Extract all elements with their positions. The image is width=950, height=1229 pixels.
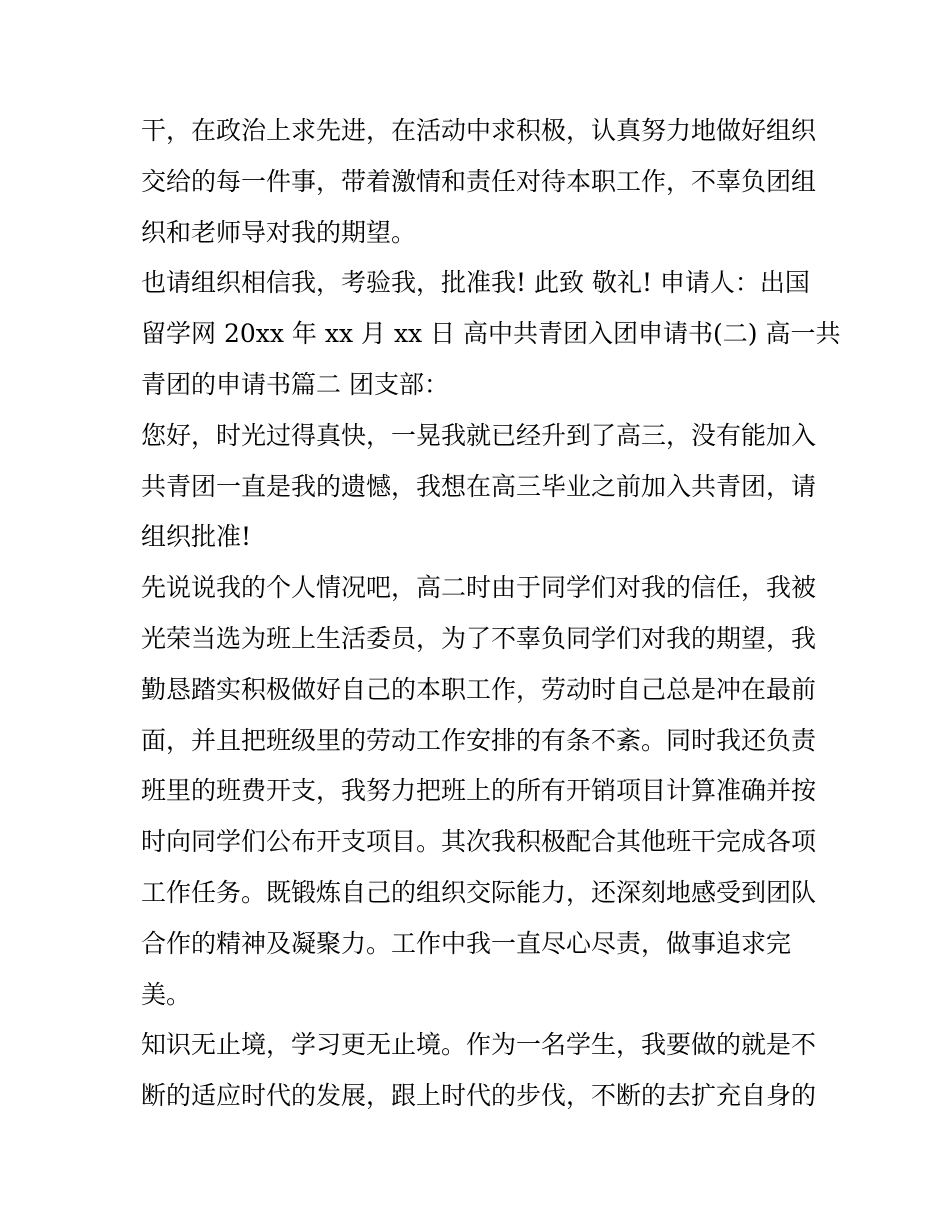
text-line: 时向同学们公布开支项目。其次我积极配合其他班干完成各项 — [141, 827, 817, 857]
text-line: 交给的每一件事，带着激情和责任对待本职工作，不辜负团组 — [141, 166, 817, 196]
text-line: 班里的班费开支，我努力把班上的所有开销项目计算准确并按 — [141, 776, 817, 806]
text-line: 织和老师导对我的期望。 — [141, 217, 417, 247]
text-line: 美。 — [141, 979, 192, 1009]
text-line: 干，在政治上求先进，在活动中求积极，认真努力地做好组织 — [141, 116, 817, 145]
text-line: 先说说我的个人情况吧，高二时由于同学们对我的信任，我被 — [141, 573, 817, 603]
text-line: 您好，时光过得真快，一晃我就已经升到了高三，没有能加入 — [141, 420, 817, 450]
text-line: 面，并且把班级里的劳动工作安排的有条不紊。同时我还负责 — [141, 725, 817, 755]
text-line: 青团的申请书篇二 团支部： — [141, 369, 449, 399]
text-line: 也请组织相信我，考验我，批准我! 此致 敬礼! 申请人：出国 — [141, 268, 810, 298]
document-body — [141, 106, 841, 1122]
text-line: 留学网 20xx 年 xx 月 xx 日 高中共青团入团申请书(二) 高一共 — [141, 319, 841, 349]
text-line: 断的适应时代的发展，跟上时代的步伐，不断的去扩充自身的 — [141, 1081, 817, 1111]
text-line: 组织批准! — [141, 522, 252, 552]
text-line: 知识无止境，学习更无止境。作为一名学生，我要做的就是不 — [141, 1030, 817, 1060]
text-line: 光荣当选为班上生活委员，为了不辜负同学们对我的期望，我 — [141, 623, 817, 653]
text-line: 合作的精神及凝聚力。工作中我一直尽心尽责，做事追求完 — [141, 928, 792, 958]
text-line: 勤恳踏实积极做好自己的本职工作，劳动时自己总是冲在最前 — [141, 674, 817, 704]
text-line: 共青团一直是我的遗憾，我想在高三毕业之前加入共青团，请 — [141, 471, 817, 501]
text-line: 工作任务。既锻炼自己的组织交际能力，还深刻地感受到团队 — [141, 877, 817, 907]
